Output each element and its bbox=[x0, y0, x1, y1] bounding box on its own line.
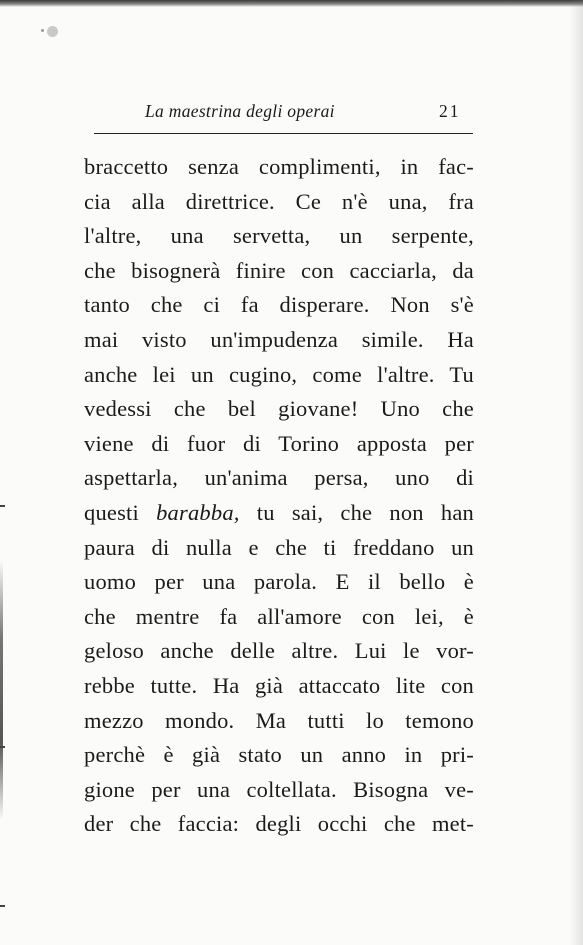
running-header-title: La maestrina degli operai bbox=[145, 101, 335, 121]
edge-mark bbox=[0, 505, 5, 507]
text-line: paura di nulla e che ti freddano un bbox=[84, 534, 474, 560]
text-line: braccetto senza complimenti, in fac- bbox=[84, 154, 474, 179]
text-line: mai visto un'impudenza simile. Ha bbox=[84, 326, 474, 352]
text-line: vedessi che bel giovane! Uno che bbox=[84, 396, 474, 422]
text-line: tanto che ci fa disperare. Non s'è bbox=[84, 292, 474, 318]
text-line: anche lei un cugino, come l'altre. Tu bbox=[84, 361, 474, 387]
text-line: cia alla direttrice. Ce n'è una, fra bbox=[84, 188, 474, 214]
text-run: questi bbox=[84, 499, 157, 525]
text-line: aspettarla, un'anima persa, uno di bbox=[84, 465, 474, 491]
text-line: viene di fuor di Torino apposta per bbox=[84, 430, 474, 456]
edge-mark bbox=[0, 905, 5, 907]
body-text bbox=[84, 150, 474, 842]
text-line: uomo per una parola. E il bello è bbox=[84, 569, 474, 595]
text-line: perchè è già stato un anno in pri- bbox=[84, 742, 474, 768]
text-line: geloso anche delle altre. Lui le vor- bbox=[84, 638, 474, 664]
page-top-edge bbox=[0, 0, 583, 7]
italic-term: barabba, bbox=[156, 499, 240, 525]
text-line-with-italic bbox=[84, 496, 474, 531]
text-line: rebbe tutte. Ha già attaccato lite con bbox=[84, 672, 474, 698]
text-line: che mentre fa all'amore con lei, è bbox=[84, 603, 474, 629]
ink-blot bbox=[47, 26, 58, 37]
text-line: che bisognerà finire con cacciarla, da bbox=[84, 257, 474, 283]
page-number: 21 bbox=[439, 101, 461, 121]
page-left-edge bbox=[0, 560, 3, 820]
text-line: gione per una coltellata. Bisogna ve- bbox=[84, 776, 474, 802]
page-gutter-shadow bbox=[569, 0, 583, 945]
ink-speck bbox=[41, 29, 44, 32]
header-rule bbox=[94, 133, 473, 134]
edge-mark bbox=[0, 746, 5, 748]
text-line: der che faccia: degli occhi che met- bbox=[84, 811, 474, 837]
text-line: l'altre, una servetta, un serpente, bbox=[84, 223, 474, 249]
text-run: tu sai, che non han bbox=[239, 499, 474, 525]
text-line: mezzo mondo. Ma tutti lo temono bbox=[84, 707, 474, 733]
